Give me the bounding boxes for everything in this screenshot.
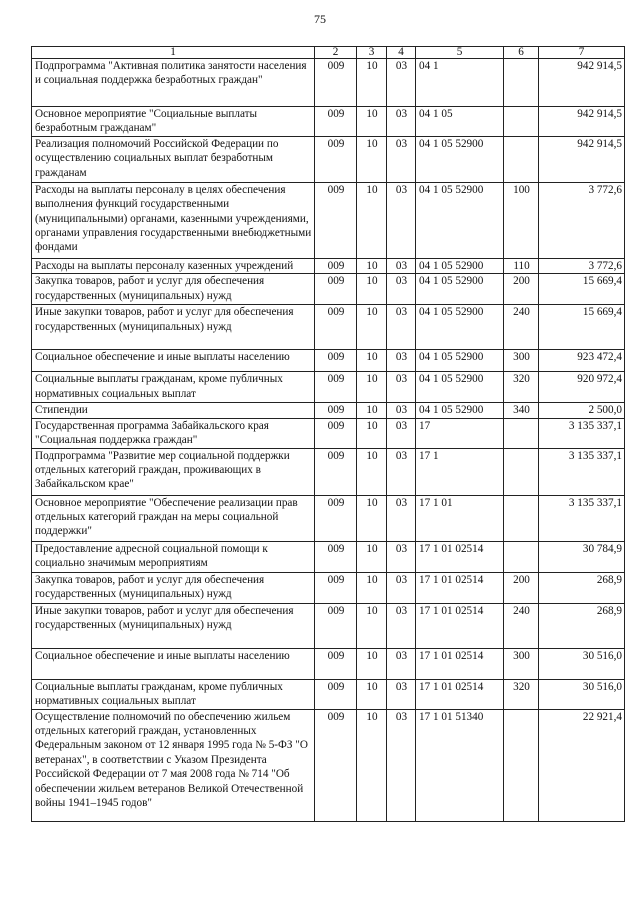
row-expense-type: 240 bbox=[504, 305, 539, 350]
budget-table bbox=[31, 46, 625, 822]
row-amount: 268,9 bbox=[539, 572, 625, 603]
row-section: 10 bbox=[357, 305, 387, 350]
row-section: 10 bbox=[357, 709, 387, 821]
row-section: 10 bbox=[357, 603, 387, 648]
row-subsection: 03 bbox=[387, 495, 416, 541]
row-target-code: 17 1 01 02514 bbox=[416, 603, 504, 648]
row-expense-type bbox=[504, 495, 539, 541]
row-amount: 3 772,6 bbox=[539, 258, 625, 273]
table-row bbox=[32, 258, 625, 273]
row-amount: 3 135 337,1 bbox=[539, 495, 625, 541]
table-row bbox=[32, 679, 625, 709]
row-target-code: 04 1 05 52900 bbox=[416, 403, 504, 418]
row-amount: 15 669,4 bbox=[539, 305, 625, 350]
row-expense-type: 340 bbox=[504, 403, 539, 418]
row-target-code: 04 1 bbox=[416, 59, 504, 107]
row-name: Социальное обеспечение и иные выплаты населению bbox=[32, 350, 315, 372]
row-ministry: 009 bbox=[315, 372, 357, 403]
row-section: 10 bbox=[357, 258, 387, 273]
row-subsection: 03 bbox=[387, 136, 416, 182]
column-header: 7 bbox=[539, 47, 625, 59]
row-name: Государственная программа Забайкальского края "Социальная поддержка граждан" bbox=[32, 418, 315, 448]
row-subsection: 03 bbox=[387, 274, 416, 305]
row-name: Социальные выплаты гражданам, кроме публичных нормативных социальных выплат bbox=[32, 679, 315, 709]
column-header: 4 bbox=[387, 47, 416, 59]
row-amount: 3 135 337,1 bbox=[539, 448, 625, 495]
row-target-code: 17 1 bbox=[416, 448, 504, 495]
row-expense-type bbox=[504, 541, 539, 572]
row-section: 10 bbox=[357, 182, 387, 258]
row-ministry: 009 bbox=[315, 403, 357, 418]
row-section: 10 bbox=[357, 136, 387, 182]
row-ministry: 009 bbox=[315, 274, 357, 305]
row-name: Подпрограмма "Активная политика занятости населения и социальная поддержка безработных граждан" bbox=[32, 59, 315, 107]
row-ministry: 009 bbox=[315, 59, 357, 107]
row-subsection: 03 bbox=[387, 182, 416, 258]
column-header: 6 bbox=[504, 47, 539, 59]
table-row bbox=[32, 403, 625, 418]
table-row bbox=[32, 136, 625, 182]
row-section: 10 bbox=[357, 495, 387, 541]
row-ministry: 009 bbox=[315, 648, 357, 679]
row-subsection: 03 bbox=[387, 403, 416, 418]
row-target-code: 17 1 01 02514 bbox=[416, 541, 504, 572]
row-expense-type bbox=[504, 107, 539, 137]
row-ministry: 009 bbox=[315, 107, 357, 137]
row-amount: 942 914,5 bbox=[539, 59, 625, 107]
table-row bbox=[32, 648, 625, 679]
table-row bbox=[32, 59, 625, 107]
row-expense-type: 300 bbox=[504, 350, 539, 372]
row-name: Иные закупки товаров, работ и услуг для обеспечения государственных (муниципальных) нужд bbox=[32, 305, 315, 350]
row-expense-type bbox=[504, 136, 539, 182]
row-section: 10 bbox=[357, 448, 387, 495]
row-section: 10 bbox=[357, 572, 387, 603]
column-header: 2 bbox=[315, 47, 357, 59]
row-name: Социальные выплаты гражданам, кроме публичных нормативных социальных выплат bbox=[32, 372, 315, 403]
row-section: 10 bbox=[357, 372, 387, 403]
row-target-code: 04 1 05 52900 bbox=[416, 305, 504, 350]
row-name: Осуществление полномочий по обеспечению жильем отдельных категорий граждан, установленных Федеральным законом от 12 января 1995 года № 5-ФЗ "О ветеранах", в соответствии с Указом Президента Российской Федерации от 7 мая 2008 года № 714 "Об обеспечении жильем ветеранов Великой Отечественной войны 1941–1945 годов" bbox=[32, 709, 315, 821]
row-target-code: 04 1 05 52900 bbox=[416, 182, 504, 258]
row-ministry: 009 bbox=[315, 418, 357, 448]
row-section: 10 bbox=[357, 679, 387, 709]
row-ministry: 009 bbox=[315, 495, 357, 541]
row-name: Расходы на выплаты персоналу в целях обеспечения выполнения функций государственными (муниципальными) органами, казенными учреждениями, органами управления государственными внебюджетными фондами bbox=[32, 182, 315, 258]
row-name: Основное мероприятие "Социальные выплаты безработным гражданам" bbox=[32, 107, 315, 137]
column-header: 1 bbox=[32, 47, 315, 59]
row-subsection: 03 bbox=[387, 305, 416, 350]
row-ministry: 009 bbox=[315, 709, 357, 821]
row-expense-type: 200 bbox=[504, 572, 539, 603]
row-name: Расходы на выплаты персоналу казенных учреждений bbox=[32, 258, 315, 273]
row-subsection: 03 bbox=[387, 258, 416, 273]
row-ministry: 009 bbox=[315, 136, 357, 182]
row-expense-type bbox=[504, 59, 539, 107]
row-expense-type bbox=[504, 709, 539, 821]
row-amount: 268,9 bbox=[539, 603, 625, 648]
row-section: 10 bbox=[357, 541, 387, 572]
row-target-code: 04 1 05 52900 bbox=[416, 258, 504, 273]
table-row bbox=[32, 350, 625, 372]
row-expense-type: 240 bbox=[504, 603, 539, 648]
row-name: Стипендии bbox=[32, 403, 315, 418]
row-subsection: 03 bbox=[387, 679, 416, 709]
row-expense-type: 110 bbox=[504, 258, 539, 273]
row-target-code: 04 1 05 52900 bbox=[416, 350, 504, 372]
row-section: 10 bbox=[357, 59, 387, 107]
row-target-code: 04 1 05 52900 bbox=[416, 274, 504, 305]
table-row bbox=[32, 305, 625, 350]
row-ministry: 009 bbox=[315, 448, 357, 495]
row-section: 10 bbox=[357, 274, 387, 305]
row-target-code: 17 1 01 02514 bbox=[416, 679, 504, 709]
table-row bbox=[32, 541, 625, 572]
row-name: Реализация полномочий Российской Федерации по осуществлению социальных выплат безработным гражданам bbox=[32, 136, 315, 182]
column-header: 3 bbox=[357, 47, 387, 59]
row-target-code: 17 1 01 02514 bbox=[416, 648, 504, 679]
row-subsection: 03 bbox=[387, 541, 416, 572]
row-target-code: 17 1 01 51340 bbox=[416, 709, 504, 821]
row-ministry: 009 bbox=[315, 258, 357, 273]
header-row bbox=[32, 47, 625, 59]
table-row bbox=[32, 418, 625, 448]
row-amount: 22 921,4 bbox=[539, 709, 625, 821]
row-ministry: 009 bbox=[315, 679, 357, 709]
row-ministry: 009 bbox=[315, 572, 357, 603]
page-number: 75 bbox=[314, 12, 326, 26]
row-subsection: 03 bbox=[387, 59, 416, 107]
row-ministry: 009 bbox=[315, 305, 357, 350]
row-subsection: 03 bbox=[387, 448, 416, 495]
row-section: 10 bbox=[357, 418, 387, 448]
table-row bbox=[32, 495, 625, 541]
row-target-code: 04 1 05 bbox=[416, 107, 504, 137]
row-section: 10 bbox=[357, 350, 387, 372]
row-name: Иные закупки товаров, работ и услуг для обеспечения государственных (муниципальных) нужд bbox=[32, 603, 315, 648]
row-amount: 923 472,4 bbox=[539, 350, 625, 372]
row-name: Социальное обеспечение и иные выплаты населению bbox=[32, 648, 315, 679]
table-row bbox=[32, 448, 625, 495]
row-subsection: 03 bbox=[387, 648, 416, 679]
row-amount: 30 784,9 bbox=[539, 541, 625, 572]
row-amount: 2 500,0 bbox=[539, 403, 625, 418]
row-target-code: 04 1 05 52900 bbox=[416, 372, 504, 403]
row-subsection: 03 bbox=[387, 107, 416, 137]
table-row bbox=[32, 572, 625, 603]
row-expense-type: 100 bbox=[504, 182, 539, 258]
table-row bbox=[32, 274, 625, 305]
row-ministry: 009 bbox=[315, 541, 357, 572]
row-amount: 3 135 337,1 bbox=[539, 418, 625, 448]
row-expense-type: 320 bbox=[504, 679, 539, 709]
row-target-code: 17 bbox=[416, 418, 504, 448]
row-target-code: 17 1 01 02514 bbox=[416, 572, 504, 603]
row-amount: 920 972,4 bbox=[539, 372, 625, 403]
row-subsection: 03 bbox=[387, 350, 416, 372]
row-ministry: 009 bbox=[315, 603, 357, 648]
column-header: 5 bbox=[416, 47, 504, 59]
row-amount: 30 516,0 bbox=[539, 648, 625, 679]
row-target-code: 17 1 01 bbox=[416, 495, 504, 541]
row-target-code: 04 1 05 52900 bbox=[416, 136, 504, 182]
table-row bbox=[32, 182, 625, 258]
table-row bbox=[32, 603, 625, 648]
row-subsection: 03 bbox=[387, 418, 416, 448]
row-name: Закупка товаров, работ и услуг для обеспечения государственных (муниципальных) нужд bbox=[32, 274, 315, 305]
row-amount: 30 516,0 bbox=[539, 679, 625, 709]
row-subsection: 03 bbox=[387, 603, 416, 648]
row-amount: 942 914,5 bbox=[539, 107, 625, 137]
row-ministry: 009 bbox=[315, 182, 357, 258]
row-expense-type: 200 bbox=[504, 274, 539, 305]
row-subsection: 03 bbox=[387, 372, 416, 403]
row-section: 10 bbox=[357, 648, 387, 679]
row-name: Подпрограмма "Развитие мер социальной поддержки отдельных категорий граждан, проживающих в Забайкальском крае" bbox=[32, 448, 315, 495]
row-subsection: 03 bbox=[387, 709, 416, 821]
row-amount: 15 669,4 bbox=[539, 274, 625, 305]
table-row bbox=[32, 107, 625, 137]
row-expense-type: 300 bbox=[504, 648, 539, 679]
row-section: 10 bbox=[357, 403, 387, 418]
row-expense-type: 320 bbox=[504, 372, 539, 403]
row-name: Основное мероприятие "Обеспечение реализации прав отдельных категорий граждан на меры социальной поддержки" bbox=[32, 495, 315, 541]
row-amount: 942 914,5 bbox=[539, 136, 625, 182]
row-amount: 3 772,6 bbox=[539, 182, 625, 258]
row-name: Предоставление адресной социальной помощи к социально значимым мероприятиям bbox=[32, 541, 315, 572]
row-name: Закупка товаров, работ и услуг для обеспечения государственных (муниципальных) нужд bbox=[32, 572, 315, 603]
row-expense-type bbox=[504, 418, 539, 448]
row-ministry: 009 bbox=[315, 350, 357, 372]
row-expense-type bbox=[504, 448, 539, 495]
row-section: 10 bbox=[357, 107, 387, 137]
table-row bbox=[32, 709, 625, 821]
row-subsection: 03 bbox=[387, 572, 416, 603]
table-row bbox=[32, 372, 625, 403]
